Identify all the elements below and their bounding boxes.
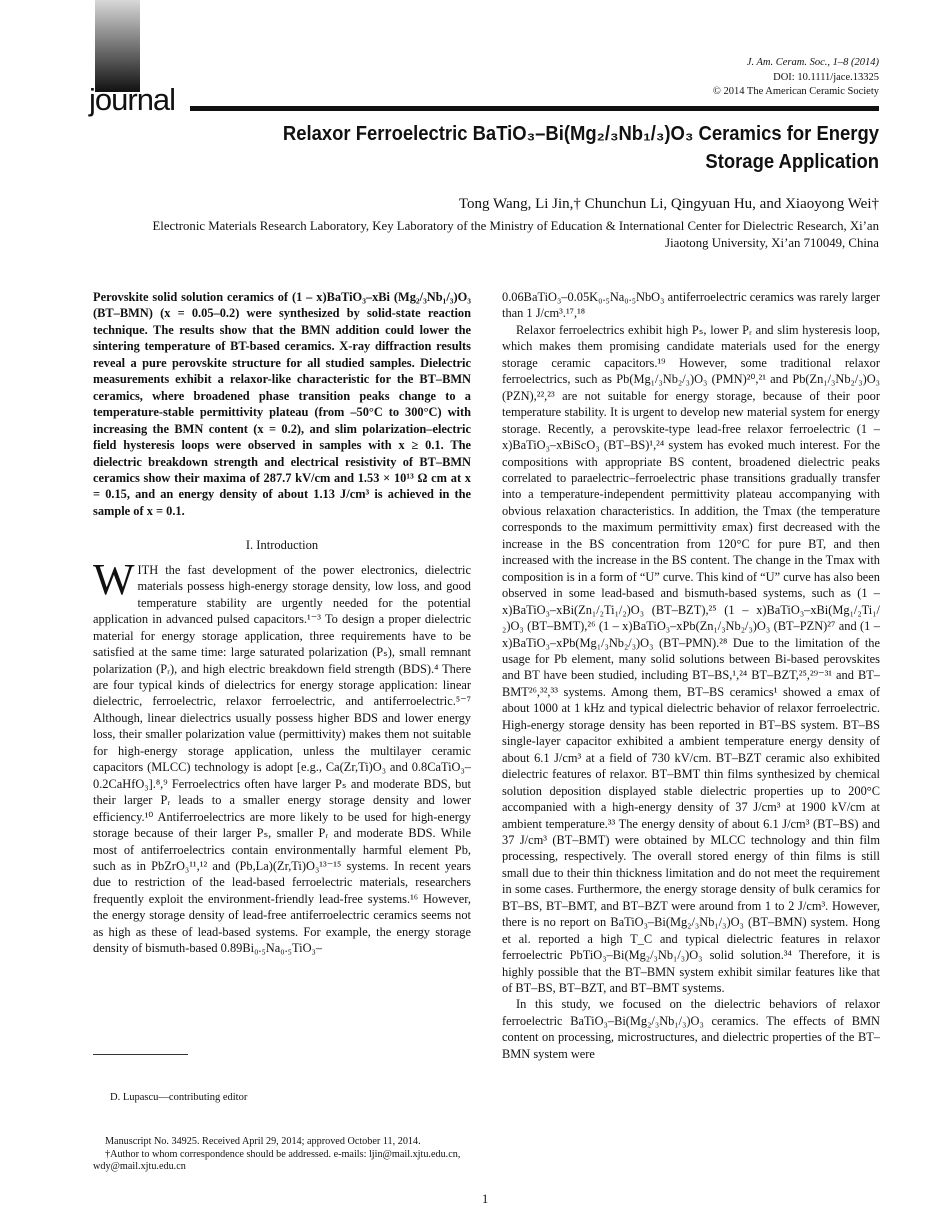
authors: Tong Wang, Li Jin,† Chunchun Li, Qingyuan Hu, and Xiaoyong Wei† [458, 196, 879, 212]
paragraph: 0.06BaTiO₃–0.05K₀.₅Na₀.₅NbO₃ antiferroelectric ceramics was rarely larger than 1 J/cm³.¹⁷,¹⁸ [502, 290, 880, 321]
citation-info [713, 56, 879, 100]
section-heading-introduction: I. Introduction [245, 538, 319, 553]
journal-logo-text: journal [89, 82, 176, 117]
doi[interactable]: DOI: 10.1111/jace.13325 [773, 71, 879, 83]
intro-paragraph [93, 554, 471, 957]
drop-cap: W [93, 554, 135, 604]
header-rule [190, 106, 879, 111]
copyright: © 2014 The American Ceramic Society [712, 86, 879, 97]
correspondence-note: †Author to whom correspondence should be addressed. e-mails: ljin@mail.xjtu.edu.cn, wdy@mail.xjtu.edu.cn [93, 1148, 461, 1173]
footnotes [93, 1136, 471, 1174]
footnote-rule [93, 1054, 188, 1055]
paper-title: Relaxor Ferroelectric BaTiO₃–Bi(Mg₂/₃Nb₁/₃)O₃ Ceramics for Energy Storage Application [282, 122, 879, 173]
paragraph: Relaxor ferroelectrics exhibit high Pₛ, lower Pᵣ and slim hysteresis loop, which makes them promising candidate materials used for the energy storage ceramic capacitors.¹⁹ However, some traditional relaxor ferroelectrics, such as Pb(Mg₁/₃Nb₂/₃)O₃ (PMN)²⁰,²¹ and Pb(Zn₁/₃Nb₂/₃)O₃ (PZN),²²,²³ are not suitable for energy storage, because of their poor temperature stability. It is urgent to develop new material system for energy storage. Recently, a perovskite-type lead-free relaxor ferroelectric (1 – x)BaTiO₃–xBiScO₃ (BT–BS)¹,²⁴ system has evoked much interest. For the compositions with appropriate BS content, broadened dielectric peaks correlated to paraelectric–ferroelectric phase transitions gradually transfer into a temperature-independent permittivity plateau accompanying with obvious relaxation characteristics. In addition, the Tmax (the temperature corresponds to the maximum permittivity εmax) first decreased with the increase in the BS concentration from 120°C for pure BT, and then increased with the increase in the BS content. The change in the Tmax with composition is in a form of “U” curve. This kind of “U” curve has also been observed in some lead-based and bismuth-based systems, such as (1 – x)BaTiO₃–xBi(Zn₁/₂Ti₁/₂)O₃ (BT–BZT),²⁵ (1 – x)BaTiO₃–xBi(Mg₁/₂Ti₁/₂)O₃ (BT–BMT),²⁶ (1 – x)BaTiO₃–xPb(Zn₁/₃Nb₂/₃)O₃ (BT–PZN)²⁷ and (1 – x)BaTiO₃–xPb(Mg₁/₃Nb₂/₃)O₃ (BT–PMN).²⁸ Due to the limitation of the usage for Pb element, many solid solutions between Bi-based perovskites and BT have been studied, including BT–BS,¹,²⁴ BT–BZT,²⁵,²⁹⁻³¹ and BT–BMT²⁶,³²,³³ systems. Among them, BT–BS ceramics¹ showed a εmax of about 1000 at 1 kHz and typical dielectric behavior of relaxor ferroelectric. High-energy storage density has been reported in BT–BS system. BT–BS single-layer capacitor exhibited a ambient temperature energy density of about 6.1 J/cm³ at a field of 730 kV/cm. BT–BZT ceramic also exhibited dielectric features of relaxor. BT–BMT thin films synthesized by chemical solution deposition displayed stable dielectric properties up to 200°C accompanied with a high-energy density of 37 J/cm³ at 1900 kV/cm at ambient temperature.³³ The energy density of about 6.1 J/cm³ (BT–BS) and 37 J/cm³ (BT–BMT) were obtained by MLCC technology and thin film processing, respectively. The overall stored energy of thin films is still small due to their thin thickness limitation and do not meet the requirement in some cases. Furthermore, the energy storage density of bulk ceramics for BT–BS, BT–BMT, and BT–BZT were around from 1 to 2 J/cm³. However, there is no report on BaTiO₃–Bi(Mg₂/₃Nb₁/₃)O₃ (BT–BMN) system. Hong et al. reported a high T_C and typical dielectric features in relaxor ferroelectric PbTiO₃–Bi(Mg₂/₃Nb₁/₃)O₃ solid solution.³⁴ Therefore, it is highly possible that the BT–BMN system exhibit similar features like that of BT–BS, BT–BZT, and BT–BMT systems. [502, 322, 880, 996]
abstract: Perovskite solid solution ceramics of (1 – x)BaTiO₃–xBi (Mg₂/₃Nb₁/₃)O₃ (BT–BMN) (x = 0.05–0.2) were synthesized by solid-state reaction technique. The results show that the BMN addition could lower the sintering temperature of BT-based ceramics. X-ray diffraction results reveal a pure perovskite structure for all studied samples. Dielectric measurements exhibit a relaxor-like characteristic for the BT–BMN ceramics, where broadened phase transition peaks change to a temperature-stable permittivity plateau (from –50°C to 300°C) with increasing the BMN content (x = 0.2), and slim polarization–electric field hysteresis loops were observed in samples with x ≥ 0.1. The dielectric breakdown strength and electrical resistivity of BT–BMN ceramics show their maxima of 287.7 kV/cm and 1.53 × 10¹³ Ω cm at x = 0.15, and an energy density of about 1.13 J/cm³ is achieved in the sample of x = 0.1. [93, 290, 471, 518]
left-column [93, 289, 471, 957]
page-number: 1 [482, 1192, 489, 1206]
contributing-editor: D. Lupascu—contributing editor [110, 1092, 248, 1103]
journal-logo-bar [95, 0, 140, 92]
intro-paragraph-text: ITH the fast development of the power electronics, dielectric materials possess high-energy storage density, low loss, and good temperature stability are urgently needed for the potential application in advanced pulsed capacitors.¹⁻³ To design a proper dielectric material for energy storage application, three requirements have to be satisfied at the same time: large saturated polarization (Pₛ), small remnant polarization (Pᵣ), and high electric breakdown field strength (BDS).⁴ There are four typical kinds of dielectrics for energy storage application: linear dielectric, ferroelectric, relaxor ferroelectric, and antiferroelectric.⁵⁻⁷ Although, linear dielectrics usually possess higher BDS and lower energy loss, their smaller polarization value (permittivity) makes them not suitable for high-energy storage application, unless the multilayer ceramic capacitors (MLCC) technology is adopt [e.g., Ca(Zr,Ti)O₃ and 0.8CaTiO₃–0.2CaHfO₃].⁸,⁹ Ferroelectrics often have larger Pₛ and moderate BDS, but their larger Pᵣ leads to a smaller energy storage density and lower efficiency.¹⁰ Antiferroelectrics are more likely to be used for high-energy storage because of their larger Pₛ, smaller Pᵣ and moderate BDS. While most of antiferroelectrics contain environmentally harmful element Pb, such as in PbZrO₃¹¹,¹² and (Pb,La)(Zr,Ti)O₃¹³⁻¹⁵ systems. In recent years due to restriction of the lead-based ferroelectric materials, researchers frequently exploit the environment-friendly lead-free systems.¹⁶ However, the energy storage density of lead-free antiferroelectric ceramics seems not as high as these of lead-based systems. For example, the energy storage density of bismuth-based 0.89Bi₀.₅Na₀.₅TiO₃– [93, 562, 471, 956]
journal-citation: J. Am. Ceram. Soc., 1–8 (2014) [746, 57, 879, 68]
right-column [502, 289, 880, 1062]
paragraph: In this study, we focused on the dielectric behaviors of relaxor ferroelectric BaTiO₃–Bi(Mg₂/₃Nb₁/₃)O₃ ceramics. The effects of BMN content on processing, microstructures, and dielectric properties of the BT–BMN system were [502, 997, 880, 1061]
manuscript-note: Manuscript No. 34925. Received April 29, 2014; approved October 11, 2014. [105, 1136, 421, 1147]
affiliation: Electronic Materials Research Laboratory, Key Laboratory of the Ministry of Education & International Center for Dielectric Research, Xi’an Jiaotong University, Xi’an 710049, China [152, 219, 879, 250]
